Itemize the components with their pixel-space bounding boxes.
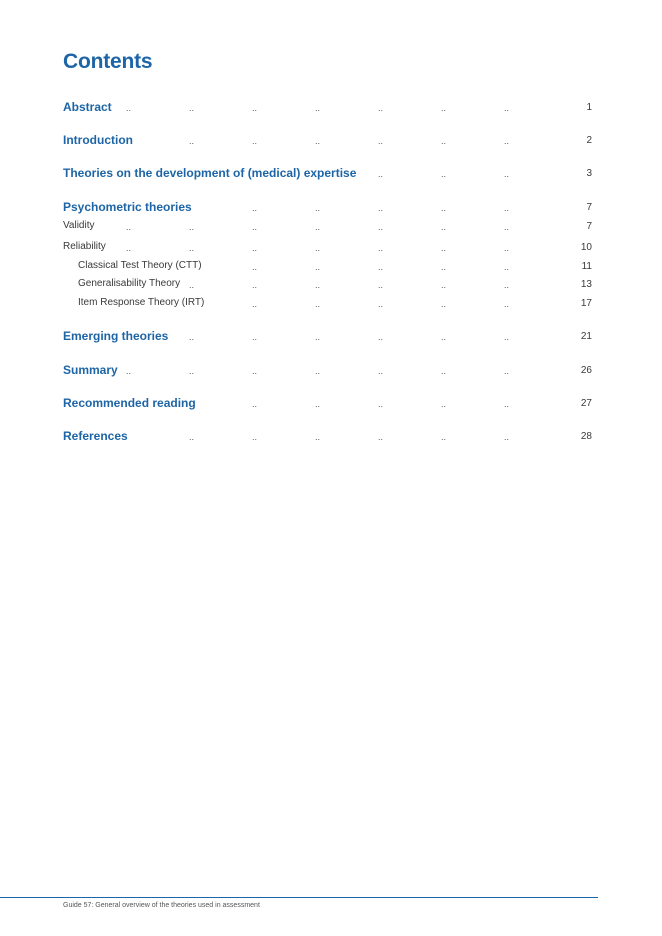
toc-page-number: 7 — [586, 221, 592, 232]
toc-leader-dots: .. — [189, 366, 195, 376]
toc-leader-dots: .. — [504, 366, 510, 376]
toc-leader-dots: .. — [126, 103, 132, 113]
toc-leader-dots: .. — [504, 203, 510, 213]
toc-page-number: 7 — [586, 202, 592, 213]
toc-entry-psychometric-theories[interactable] — [0, 200, 662, 216]
toc-entry-ctt[interactable] — [0, 259, 662, 275]
page-footer: Guide 57: General overview of the theories used in assessment — [63, 902, 260, 909]
toc-label: References — [63, 429, 128, 443]
toc-label: Validity — [63, 220, 95, 231]
footer-divider — [0, 897, 598, 898]
toc-leader-dots: .. — [504, 103, 510, 113]
toc-entry-theories-expertise[interactable] — [0, 166, 662, 182]
toc-leader-dots: .. — [378, 399, 384, 409]
toc-leader-dots: .. — [252, 280, 258, 290]
toc-leader-dots: .. — [315, 332, 321, 342]
toc-leader-dots: .. — [252, 203, 258, 213]
toc-leader-dots: .. — [315, 432, 321, 442]
toc-leader-dots: .. — [441, 280, 447, 290]
toc-entry-recommended-reading[interactable] — [0, 396, 662, 412]
toc-leader-dots: .. — [189, 332, 195, 342]
toc-leader-dots: .. — [378, 169, 384, 179]
toc-page-number: 2 — [586, 135, 592, 146]
toc-leader-dots: .. — [378, 299, 384, 309]
toc-page-number: 3 — [586, 168, 592, 179]
toc-leader-dots: .. — [252, 243, 258, 253]
toc-page-number: 26 — [580, 365, 592, 376]
toc-page-number: 1 — [586, 102, 592, 113]
toc-leader-dots: .. — [441, 169, 447, 179]
toc-leader-dots: .. — [126, 222, 132, 232]
toc-leader-dots: .. — [378, 243, 384, 253]
toc-leader-dots: .. — [441, 103, 447, 113]
toc-label: Recommended reading — [63, 396, 196, 410]
toc-leader-dots: .. — [441, 332, 447, 342]
toc-label: Abstract — [63, 100, 112, 114]
toc-page-number: 10 — [580, 242, 592, 253]
toc-entry-references[interactable] — [0, 429, 662, 445]
toc-page-number: 13 — [580, 279, 592, 290]
toc-label: Item Response Theory (IRT) — [78, 297, 205, 308]
toc-leader-dots: .. — [441, 262, 447, 272]
toc-leader-dots: .. — [378, 222, 384, 232]
toc-entry-abstract[interactable] — [0, 100, 662, 116]
toc-page-number: 28 — [580, 431, 592, 442]
toc-leader-dots: .. — [252, 399, 258, 409]
toc-label: Classical Test Theory (CTT) — [78, 260, 202, 271]
toc-leader-dots: .. — [441, 222, 447, 232]
toc-leader-dots: .. — [504, 280, 510, 290]
toc-leader-dots: .. — [252, 262, 258, 272]
toc-entry-introduction[interactable] — [0, 133, 662, 149]
toc-leader-dots: .. — [441, 299, 447, 309]
toc-leader-dots: .. — [504, 136, 510, 146]
toc-leader-dots: .. — [378, 103, 384, 113]
page-title: Contents — [63, 50, 153, 73]
toc-leader-dots: .. — [378, 262, 384, 272]
toc-leader-dots: .. — [315, 399, 321, 409]
toc-entry-irt[interactable] — [0, 296, 662, 312]
toc-leader-dots: .. — [504, 432, 510, 442]
toc-entry-validity[interactable] — [0, 219, 662, 235]
toc-leader-dots: .. — [315, 299, 321, 309]
toc-page-number: 11 — [581, 261, 592, 272]
toc-label: Generalisability Theory — [78, 278, 181, 289]
toc-label: Psychometric theories — [63, 200, 192, 214]
toc-leader-dots: .. — [504, 243, 510, 253]
toc-label: Summary — [63, 363, 118, 377]
toc-leader-dots: .. — [504, 399, 510, 409]
toc-leader-dots: .. — [252, 299, 258, 309]
toc-leader-dots: .. — [504, 299, 510, 309]
toc-leader-dots: .. — [315, 203, 321, 213]
toc-leader-dots: .. — [378, 136, 384, 146]
toc-leader-dots: .. — [315, 103, 321, 113]
toc-leader-dots: .. — [441, 432, 447, 442]
toc-leader-dots: .. — [441, 243, 447, 253]
toc-leader-dots: .. — [252, 432, 258, 442]
toc-leader-dots: .. — [504, 169, 510, 179]
toc-leader-dots: .. — [378, 203, 384, 213]
toc-leader-dots: .. — [315, 243, 321, 253]
toc-leader-dots: .. — [252, 222, 258, 232]
toc-page-number: 21 — [580, 331, 592, 342]
toc-leader-dots: .. — [189, 136, 195, 146]
toc-leader-dots: .. — [189, 243, 195, 253]
toc-leader-dots: .. — [378, 332, 384, 342]
toc-leader-dots: .. — [504, 262, 510, 272]
toc-page-number: 17 — [580, 298, 592, 309]
toc-label: Reliability — [63, 241, 106, 252]
toc-leader-dots: .. — [126, 366, 132, 376]
toc-leader-dots: .. — [126, 243, 132, 253]
toc-leader-dots: .. — [504, 222, 510, 232]
toc-label: Introduction — [63, 133, 133, 147]
toc-leader-dots: .. — [189, 103, 195, 113]
toc-label: Emerging theories — [63, 329, 169, 343]
toc-leader-dots: .. — [504, 332, 510, 342]
toc-leader-dots: .. — [378, 366, 384, 376]
toc-leader-dots: .. — [189, 222, 195, 232]
toc-leader-dots: .. — [441, 203, 447, 213]
toc-leader-dots: .. — [441, 136, 447, 146]
toc-leader-dots: .. — [252, 332, 258, 342]
toc-leader-dots: .. — [315, 280, 321, 290]
toc-leader-dots: .. — [189, 280, 195, 290]
toc-leader-dots: .. — [252, 366, 258, 376]
toc-leader-dots: .. — [441, 399, 447, 409]
toc-leader-dots: .. — [378, 280, 384, 290]
toc-label: Theories on the development of (medical) expertise — [63, 166, 357, 180]
toc-leader-dots: .. — [315, 136, 321, 146]
toc-leader-dots: .. — [315, 222, 321, 232]
toc-entry-emerging-theories[interactable] — [0, 329, 662, 345]
toc-leader-dots: .. — [252, 103, 258, 113]
toc-entry-reliability[interactable] — [0, 240, 662, 256]
toc-leader-dots: .. — [441, 366, 447, 376]
toc-page-number: 27 — [580, 398, 592, 409]
toc-leader-dots: .. — [252, 136, 258, 146]
toc-leader-dots: .. — [315, 262, 321, 272]
toc-entry-summary[interactable] — [0, 363, 662, 379]
toc-entry-generalisability[interactable] — [0, 277, 662, 293]
toc-leader-dots: .. — [378, 432, 384, 442]
toc-leader-dots: .. — [315, 366, 321, 376]
toc-leader-dots: .. — [189, 432, 195, 442]
